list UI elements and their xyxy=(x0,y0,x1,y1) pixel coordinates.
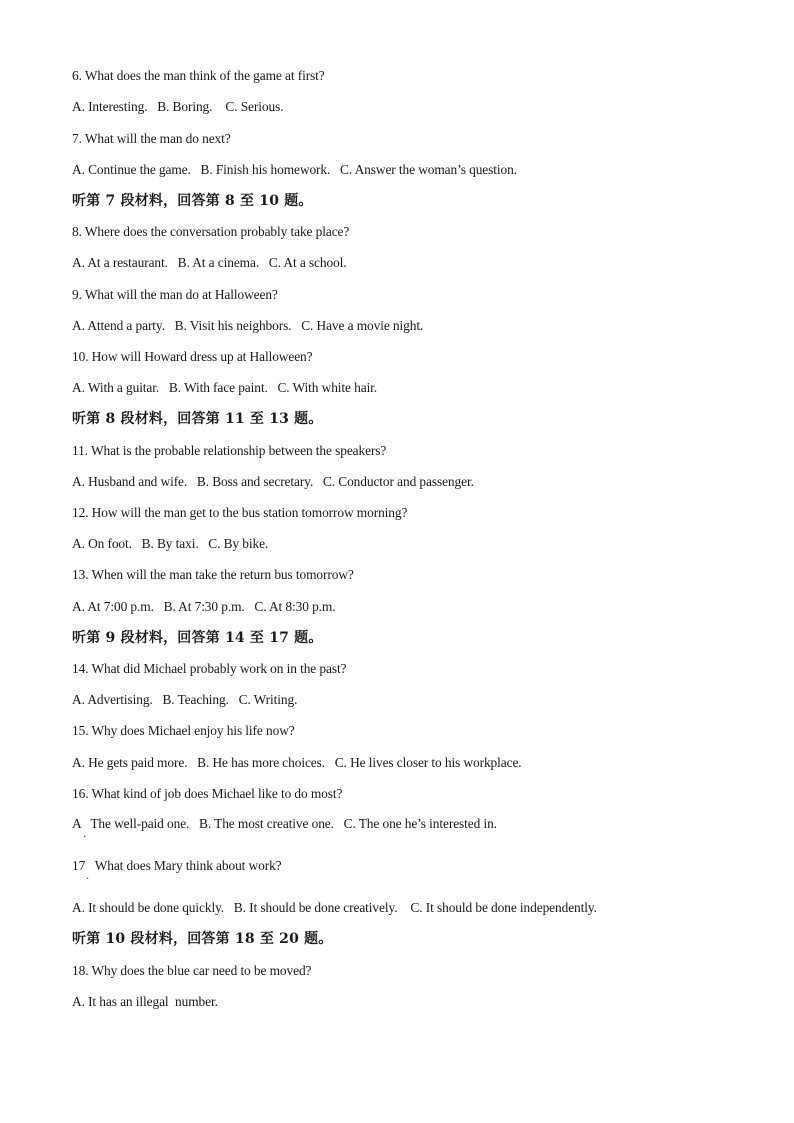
question-17: 17 What does Mary think about work? xyxy=(72,858,282,873)
question-8-options: A. At a restaurant. B. At a cinema. C. At a school. xyxy=(72,255,347,270)
question-10-options: A. With a guitar. B. With face paint. C. With white hair. xyxy=(72,380,378,395)
question-11: 11. What is the probable relationship between the speakers? xyxy=(72,443,387,458)
question-8: 8. Where does the conversation probably take place? xyxy=(72,224,350,239)
question-13: 13. When will the man take the return bus tomorrow? xyxy=(72,567,354,582)
section-9-heading: 听第 9 段材料，回答第 14 至 17 题。 xyxy=(72,630,323,646)
question-7: 7. What will the man do next? xyxy=(72,131,231,146)
question-14-options: A. Advertising. B. Teaching. C. Writing. xyxy=(72,692,298,707)
question-15: 15. Why does Michael enjoy his life now? xyxy=(72,723,295,738)
question-17-options: A. It should be done quickly. B. It should be done creatively. C. It should be done independently. xyxy=(72,900,597,915)
question-18: 18. Why does the blue car need to be moved? xyxy=(72,963,312,978)
section-10-heading: 听第 10 段材料，回答第 18 至 20 题。 xyxy=(72,931,333,947)
question-12: 12. How will the man get to the bus station tomorrow morning? xyxy=(72,505,408,520)
question-10: 10. How will Howard dress up at Halloween? xyxy=(72,349,313,364)
question-6: 6. What does the man think of the game at first? xyxy=(72,68,325,83)
question-11-options: A. Husband and wife. B. Boss and secretary. C. Conductor and passenger. xyxy=(72,474,474,489)
section-7-heading: 听第 7 段材料，回答第 8 至 10 题。 xyxy=(72,193,313,209)
question-6-options: A. Interesting. B. Boring. C. Serious. xyxy=(72,99,284,114)
question-15-options: A. He gets paid more. B. He has more choices. C. He lives closer to his workplace. xyxy=(72,755,522,770)
stray-dot-mark: · xyxy=(86,874,90,885)
question-9-options: A. Attend a party. B. Visit his neighbors. C. Have a movie night. xyxy=(72,318,424,333)
stray-dot-mark: · xyxy=(83,832,87,843)
question-9: 9. What will the man do at Halloween? xyxy=(72,287,278,302)
question-16-options: A The well-paid one. B. The most creative one. C. The one he’s interested in. xyxy=(72,816,497,831)
section-8-heading: 听第 8 段材料，回答第 11 至 13 题。 xyxy=(72,411,323,427)
question-7-options: A. Continue the game. B. Finish his homework. C. Answer the woman’s question. xyxy=(72,162,517,177)
question-14: 14. What did Michael probably work on in the past? xyxy=(72,661,347,676)
question-13-options: A. At 7:00 p.m. B. At 7:30 p.m. C. At 8:30 p.m. xyxy=(72,599,336,614)
question-12-options: A. On foot. B. By taxi. C. By bike. xyxy=(72,536,269,551)
question-18-options: A. It has an illegal number. xyxy=(72,994,218,1009)
question-16: 16. What kind of job does Michael like to do most? xyxy=(72,786,343,801)
